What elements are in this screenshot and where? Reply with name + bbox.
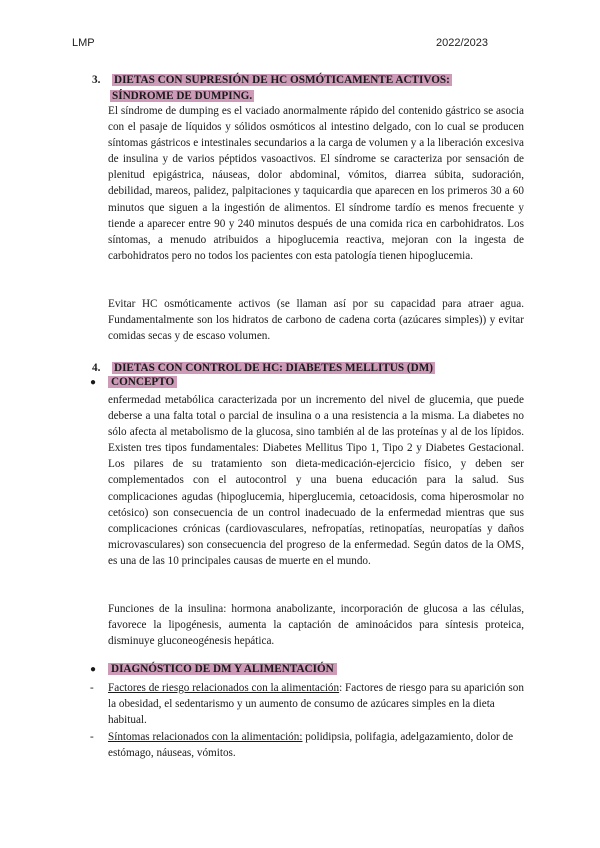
list-item-label: Síntomas relacionados con la alimentación: bbox=[108, 731, 303, 744]
section3-paragraph1: El síndrome de dumping es el vaciado anormalmente rápido del contenido gástrico se asocia con el pasaje de líquidos y sólidos osmóticos al intestino delgado, con lo cual se producen síntomas gástricos e intestinales secundarios a la carga de volumen y a la liberación excesiva de insulina y de varios péptidos vasoactivos. El síndrome se caracteriza por sensación de plenitud epigástrica, náuseas, dolor abdominal, vómitos, diarrea súbita, sudoración, debilidad, mareos, palidez, palpitaciones y taquicardia que aparecen en los primeros 30 a 60 minutos que siguen a la ingestión de alimentos. El síndrome tardío es menos frecuente y tiende a aparecer entre 90 y 240 minutos después de una comida rica en carbohidratos. Los síntomas, a menudo atribuidos a hipoglucemia reactiva, mejoran con la ingesta de carbohidratos pero no todos los pacientes con esta patología tienen hipoglucemia. bbox=[108, 105, 524, 262]
list-dash: - bbox=[90, 731, 94, 744]
diagnosis-heading-text: DIAGNÓSTICO DE DM Y ALIMENTACIÓN bbox=[108, 663, 337, 675]
list-item bbox=[90, 680, 524, 728]
section3-paragraph2-block bbox=[108, 296, 524, 344]
list-item-text bbox=[108, 729, 524, 761]
list-item bbox=[90, 729, 524, 761]
section3-heading bbox=[90, 72, 530, 104]
concept-paragraph: enfermedad metabólica caracterizada por un incremento del nivel de glucemia, que puede deberse a una falta total o parcial de insulina o a una resistencia a la misma. La diabetes no sólo afecta al metabolismo de la glucosa, sino también al de las proteínas y al de los lípidos. Existen tres tipos fundamentales: Diabetes Mellitus Tipo 1, Tipo 2 y Diabetes Gestacional. Los pilares de su tratamiento son dieta-medicación-ejercicio físico, y deben ser complementados con el autocontrol y una buena educación para la salud. Sus complicaciones agudas (hipoglucemia, hiperglucemia, cetoacidosis, coma hiperosmolar no cetósico) son consecuencia de un control inadecuado de la enfermedad mientras que sus complicaciones crónicas (cardiovasculares, nefropatías, retinopatías, neuropatías y daños microvasculares) son consecuencia del progreso de la enfermedad. Según datos de la OMS, es una de las 10 principales causas de muerte en el mundo. bbox=[108, 394, 524, 567]
list-item-label: Factores de riesgo relacionados con la alimentación bbox=[108, 682, 340, 694]
diagnosis-list bbox=[90, 680, 524, 761]
section4-heading bbox=[90, 360, 435, 376]
diagnosis-bullet: ● bbox=[90, 664, 97, 675]
section3-number: 3. bbox=[92, 74, 101, 86]
concept-paragraph-block bbox=[108, 392, 524, 569]
concept-heading-text: CONCEPTO bbox=[108, 376, 177, 388]
list-item-body: polidipsia, polifagia, adelgazamiento, dolor de estómago, náuseas, vómitos. bbox=[108, 731, 514, 760]
section3-paragraph2: Evitar HC osmóticamente activos (se llaman así por su capacidad para atraer agua. Fundamentalmente son los hidratos de carbono de cadena corta (azúcares simples)) y evitar comidas secas y de escaso volumen. bbox=[108, 298, 524, 343]
header-left: LMP bbox=[72, 37, 95, 49]
section4-title: DIETAS CON CONTROL DE HC: DIABETES MELLITUS (DM) bbox=[114, 362, 433, 374]
list-item-body: : Factores de riesgo para su aparición son la obesidad, el sedentarismo y un aumento de consumo de azúcares simples en la dieta habitual. bbox=[108, 682, 524, 727]
concept-bullet: ● bbox=[90, 377, 97, 388]
diagnosis-heading bbox=[90, 663, 337, 675]
section3-title-line1: DIETAS CON SUPRESIÓN DE HC OSMÓTICAMENTE ACTIVOS: bbox=[114, 74, 450, 86]
header-right: 2022/2023 bbox=[436, 37, 488, 49]
insulin-paragraph: Funciones de la insulina: hormona anabolizante, incorporación de glucosa a las células, favorece la lipogénesis, aumenta la captación de aminoácidos para síntesis proteica, disminuye gluconeogénesis hepática. bbox=[108, 603, 524, 648]
insulin-paragraph-block bbox=[108, 601, 524, 649]
section3-paragraph1-block bbox=[108, 103, 524, 264]
list-dash: - bbox=[90, 682, 94, 694]
section4-number: 4. bbox=[92, 362, 101, 374]
list-item-text bbox=[108, 680, 524, 728]
concept-heading bbox=[90, 376, 177, 388]
section3-title-line2: SÍNDROME DE DUMPING. bbox=[112, 90, 253, 102]
